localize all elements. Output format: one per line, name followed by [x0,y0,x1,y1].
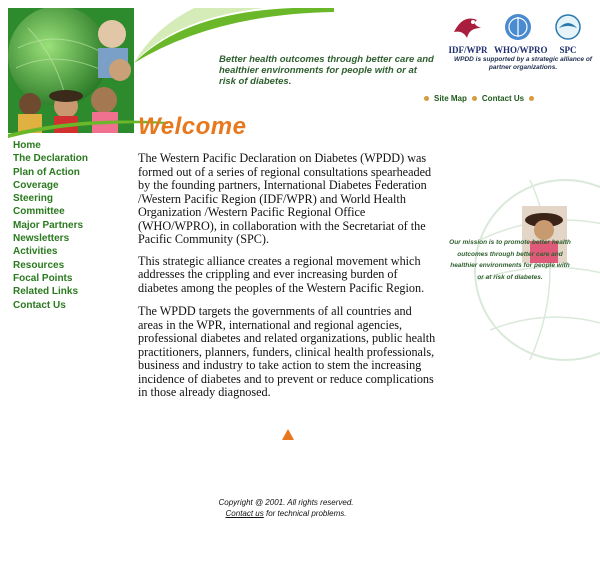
nav-steering[interactable]: Steering [13,193,54,205]
nav-committee[interactable]: Committee [13,206,65,218]
nav-activities[interactable]: Activities [13,246,58,258]
footer-contact-link[interactable]: Contact us [225,509,264,518]
page-title: Welcome [138,113,247,140]
nav-the-declaration[interactable]: The Declaration [13,153,89,165]
targets-paragraph: The WPDD targets the governments of all countries and areas in the WPR, international and regional agencies, professional diabetes and related organizations, public health practitioners, planners, funders, clinical health professionals, business and industry to take action to stem the increasing incidence of diabetes and to prevent or reduce complications in those already diagnosed. [138,304,436,399]
intro-paragraph: The Western Pacific Declaration on Diabetes (WPDD) was formed out of a series of regional consultations spearheaded by the founding partners, International Diabetes Federation /Western Pacific Region (IDF/WPR) and World Health Organization /Western Pacific Regional Office (WHO/WPRO), in collaboration with the Secretariat of the Pacific Community (SPC). [138,151,432,246]
contact-suffix-text: for technical problems. [263,509,347,518]
site-map-link[interactable]: Site Map [434,94,467,103]
partner-who-wpro[interactable]: WHO/WPRO [494,12,542,55]
mission-statement: Our mission is to promote better health outcomes through better care and healthier environments for people with or at risk of diabetes. [449,239,571,281]
nav-related-links[interactable]: Related Links [13,286,79,298]
support-note: WPDD is supported by a strategic alliance of partner organizations. [454,56,592,71]
nav-major-partners[interactable]: Major Partners [13,219,84,231]
partner-idf-wpr[interactable]: IDF/WPR [444,12,492,55]
tagline: Better health outcomes through better care and healthier environments for people with or at risk of diabetes. [219,54,434,87]
nav-newsletters[interactable]: Newsletters [13,233,70,245]
who-wpro-logo-icon [501,12,535,42]
bullet-icon [424,96,429,101]
bullet-icon [529,96,534,101]
nav-coverage[interactable]: Coverage [13,179,59,191]
idf-wpr-logo-icon [451,12,485,42]
nav-plan-of-action[interactable]: Plan of Action [13,166,80,178]
contact-line [186,508,386,519]
contact-us-link[interactable]: Contact Us [481,94,525,103]
main-content [138,152,438,410]
alliance-paragraph: This strategic alliance creates a regional movement which addresses the crippling and ever increasing burden of diabetes among the peoples of the Western Pacific Region. [138,253,425,295]
nav-focal-points[interactable]: Focal Points [13,272,73,284]
nav-home[interactable]: Home [13,140,41,151]
header-collage-image [8,8,134,133]
footer [186,497,386,519]
nav-contact-us[interactable]: Contact Us [13,299,66,311]
nav-resources[interactable]: Resources [13,259,65,271]
spc-logo-icon [551,12,585,42]
bullet-icon [472,96,477,101]
top-links [424,94,534,103]
partner-spc[interactable]: SPC [544,12,592,55]
copyright-text: Copyright @ 2001. All rights reserved. [218,498,354,507]
sidebar-nav [13,139,88,312]
back-to-top-arrow-icon[interactable] [282,429,294,440]
